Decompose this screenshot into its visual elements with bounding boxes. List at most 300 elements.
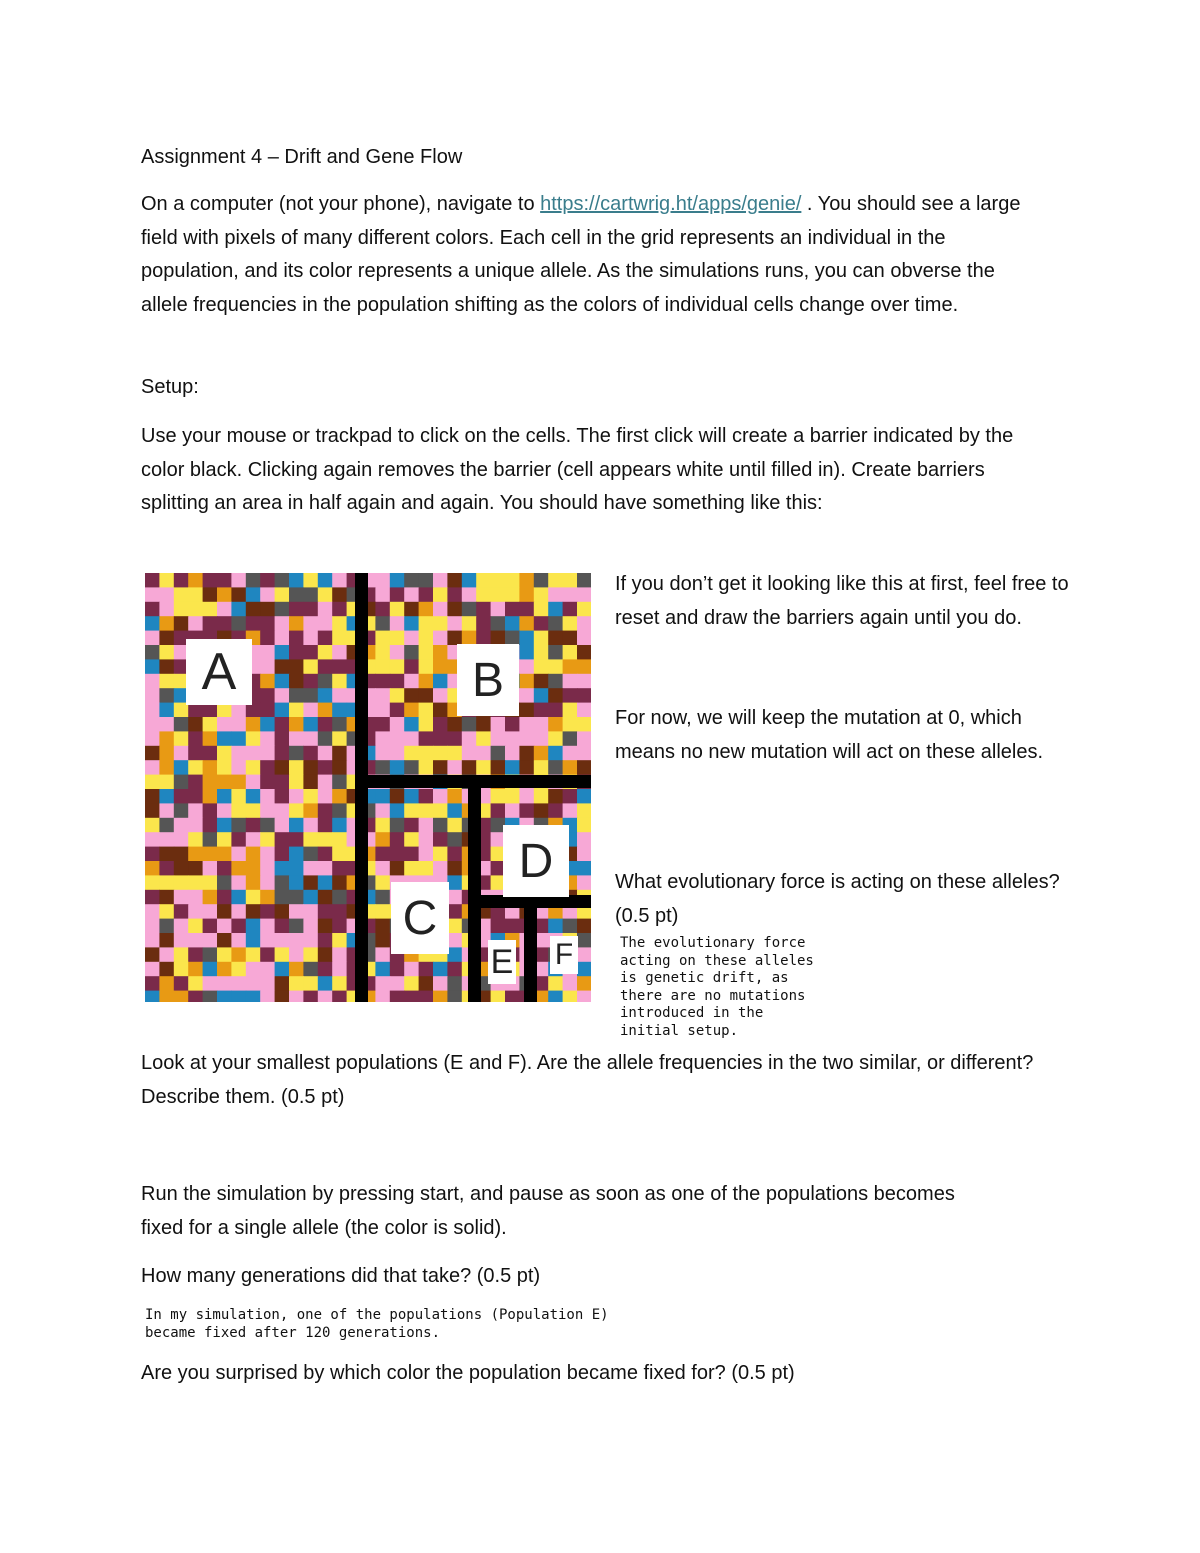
grid-cell	[404, 688, 419, 703]
grid-cell	[563, 976, 578, 991]
grid-cell	[260, 731, 275, 746]
grid-cell	[534, 616, 549, 631]
grid-cell	[217, 616, 232, 631]
grid-cell	[390, 645, 405, 660]
grid-cell	[289, 818, 304, 833]
grid-cell	[318, 688, 333, 703]
grid-cell	[577, 746, 591, 761]
grid-cell	[404, 659, 419, 674]
grid-cell	[332, 573, 347, 588]
grid-cell	[433, 674, 448, 689]
grid-cell	[275, 875, 290, 890]
grid-cell	[534, 659, 549, 674]
grid-cell	[275, 760, 290, 775]
grid-cell	[174, 847, 189, 862]
grid-cell	[260, 933, 275, 948]
grid-cell	[246, 746, 261, 761]
grid-cell	[145, 775, 160, 790]
answer-force: The evolutionary force acting on these alleles is genetic drift, as there are no mutations introduced in the initial setup.	[620, 935, 814, 1039]
grid-cell	[174, 602, 189, 617]
grid-cell	[303, 933, 318, 948]
grid-cell	[289, 803, 304, 818]
grid-cell	[246, 991, 261, 1002]
grid-cell	[390, 861, 405, 876]
grid-cell	[260, 962, 275, 977]
grid-cell	[577, 832, 591, 847]
grid-cell	[447, 717, 462, 732]
grid-cell	[145, 760, 160, 775]
barrier-line	[468, 788, 481, 1002]
grid-cell	[318, 717, 333, 732]
grid-cell	[318, 919, 333, 934]
grid-cell	[289, 645, 304, 660]
grid-cell	[375, 861, 390, 876]
grid-cell	[145, 688, 160, 703]
grid-cell	[534, 688, 549, 703]
grid-cell	[174, 731, 189, 746]
grid-cell	[534, 587, 549, 602]
intro-text-before: On a computer (not your phone), navigate to	[141, 193, 541, 215]
barrier-line	[367, 775, 591, 788]
grid-cell	[577, 991, 591, 1002]
grid-cell	[217, 717, 232, 732]
grid-cell	[203, 890, 218, 905]
grid-cell	[491, 919, 506, 934]
grid-cell	[548, 631, 563, 646]
grid-cell	[577, 976, 591, 991]
grid-cell	[332, 904, 347, 919]
grid-cell	[548, 587, 563, 602]
grid-cell	[246, 933, 261, 948]
grid-cell	[303, 875, 318, 890]
grid-cell	[231, 760, 246, 775]
grid-cell	[289, 602, 304, 617]
grid-cell	[145, 746, 160, 761]
grid-cell	[491, 717, 506, 732]
grid-cell	[159, 717, 174, 732]
grid-cell	[260, 602, 275, 617]
grid-cell	[188, 803, 203, 818]
grid-cell	[231, 717, 246, 732]
barrier-line	[355, 573, 368, 1002]
grid-cell	[260, 976, 275, 991]
grid-cell	[303, 674, 318, 689]
grid-cell	[275, 803, 290, 818]
grid-cell	[375, 645, 390, 660]
grid-cell	[519, 674, 534, 689]
grid-cell	[462, 746, 477, 761]
grid-cell	[375, 746, 390, 761]
grid-cell	[318, 645, 333, 660]
grid-cell	[563, 573, 578, 588]
grid-cell	[159, 847, 174, 862]
grid-cell	[519, 659, 534, 674]
grid-cell	[145, 847, 160, 862]
grid-cell	[375, 818, 390, 833]
grid-cell	[390, 717, 405, 732]
grid-cell	[548, 789, 563, 804]
grid-cell	[447, 746, 462, 761]
grid-cell	[289, 775, 304, 790]
grid-cell	[145, 962, 160, 977]
grid-cell	[231, 861, 246, 876]
grid-cell	[419, 645, 434, 660]
grid-cell	[433, 602, 448, 617]
grid-cell	[275, 832, 290, 847]
grid-cell	[332, 717, 347, 732]
grid-cell	[519, 731, 534, 746]
grid-cell	[505, 746, 520, 761]
grid-cell	[217, 861, 232, 876]
answer-generations: In my simulation, one of the populations (Population E) became fixed after 120 generations.	[145, 1307, 609, 1341]
grid-cell	[231, 904, 246, 919]
grid-cell	[159, 631, 174, 646]
grid-cell	[476, 717, 491, 732]
grid-cell	[303, 616, 318, 631]
grid-cell	[563, 789, 578, 804]
grid-cell	[145, 731, 160, 746]
grid-cell	[174, 976, 189, 991]
grid-cell	[433, 861, 448, 876]
grid-cell	[174, 861, 189, 876]
grid-cell	[390, 760, 405, 775]
grid-cell	[289, 991, 304, 1002]
grid-cell	[260, 760, 275, 775]
grid-cell	[203, 789, 218, 804]
grid-cell	[332, 861, 347, 876]
grid-cell	[217, 731, 232, 746]
grid-cell	[260, 616, 275, 631]
grid-cell	[260, 645, 275, 660]
grid-cell	[375, 976, 390, 991]
grid-cell	[217, 875, 232, 890]
grid-cell	[404, 674, 419, 689]
grid-cell	[231, 947, 246, 962]
grid-cell	[231, 875, 246, 890]
grid-cell	[476, 731, 491, 746]
intro-text-after: . You should see a large field with pixels of many different colors. Each cell in the grid represents an individual in the population, and its color represents a unique allele. As the simulations runs, you can obverse the allele frequencies in the population shifting as the colors of individual cells change over time.	[141, 193, 1021, 316]
grid-cell	[159, 947, 174, 962]
grid-cell	[246, 962, 261, 977]
grid-cell	[519, 645, 534, 660]
grid-cell	[447, 760, 462, 775]
grid-cell	[203, 775, 218, 790]
grid-cell	[433, 760, 448, 775]
grid-cell	[332, 731, 347, 746]
grid-cell	[375, 573, 390, 588]
grid-cell	[491, 731, 506, 746]
grid-cell	[275, 847, 290, 862]
grid-cell	[145, 631, 160, 646]
grid-cell	[275, 731, 290, 746]
grid-cell	[462, 573, 477, 588]
grid-cell	[203, 832, 218, 847]
grid-cell	[577, 947, 591, 962]
grid-cell	[519, 587, 534, 602]
grid-cell	[433, 847, 448, 862]
grid-cell	[375, 760, 390, 775]
grid-cell	[548, 674, 563, 689]
grid-cell	[217, 602, 232, 617]
grid-cell	[303, 703, 318, 718]
grid-cell	[188, 818, 203, 833]
grid-cell	[289, 933, 304, 948]
grid-cell	[447, 976, 462, 991]
grid-cell	[289, 861, 304, 876]
grid-cell	[203, 976, 218, 991]
grid-cell	[289, 976, 304, 991]
grid-cell	[246, 847, 261, 862]
grid-cell	[159, 616, 174, 631]
grid-cell	[231, 616, 246, 631]
grid-cell	[491, 803, 506, 818]
grid-cell	[491, 587, 506, 602]
grid-cell	[174, 717, 189, 732]
grid-cell	[404, 760, 419, 775]
label-d: D	[503, 825, 569, 897]
grid-cell	[419, 602, 434, 617]
grid-cell	[145, 616, 160, 631]
grid-cell	[188, 760, 203, 775]
grid-cell	[260, 717, 275, 732]
grid-cell	[303, 803, 318, 818]
grid-cell	[318, 832, 333, 847]
grid-cell	[505, 789, 520, 804]
grid-cell	[174, 919, 189, 934]
grid-cell	[174, 746, 189, 761]
grid-cell	[390, 659, 405, 674]
grid-cell	[563, 602, 578, 617]
grid-cell	[289, 890, 304, 905]
grid-cell	[548, 703, 563, 718]
grid-cell	[433, 688, 448, 703]
grid-cell	[246, 602, 261, 617]
grid-cell	[375, 688, 390, 703]
grid-cell	[404, 731, 419, 746]
grid-cell	[375, 602, 390, 617]
grid-cell	[260, 659, 275, 674]
grid-cell	[203, 962, 218, 977]
grid-cell	[563, 919, 578, 934]
question-color: Are you surprised by which color the population became fixed for? (0.5 pt)	[141, 1362, 795, 1384]
grid-cell	[203, 818, 218, 833]
grid-cell	[203, 760, 218, 775]
grid-cell	[188, 933, 203, 948]
grid-cell	[375, 962, 390, 977]
grid-cell	[246, 760, 261, 775]
grid-cell	[519, 760, 534, 775]
grid-cell	[577, 847, 591, 862]
grid-cell	[577, 587, 591, 602]
grid-cell	[577, 962, 591, 977]
grid-cell	[577, 875, 591, 890]
grid-cell	[375, 803, 390, 818]
grid-cell	[433, 573, 448, 588]
grid-cell	[289, 847, 304, 862]
grid-cell	[390, 832, 405, 847]
grid-cell	[203, 616, 218, 631]
grid-cell	[318, 659, 333, 674]
grid-cell	[404, 717, 419, 732]
grid-cell	[174, 789, 189, 804]
grid-cell	[390, 731, 405, 746]
grid-cell	[404, 861, 419, 876]
grid-cell	[203, 573, 218, 588]
grid-cell	[419, 789, 434, 804]
grid-cell	[159, 688, 174, 703]
grid-cell	[275, 573, 290, 588]
grid-cell	[563, 674, 578, 689]
grid-cell	[174, 818, 189, 833]
grid-cell	[275, 861, 290, 876]
grid-cell	[505, 991, 520, 1002]
grid-cell	[332, 688, 347, 703]
grid-cell	[203, 717, 218, 732]
genie-link[interactable]: https://cartwrig.ht/apps/genie/	[540, 193, 802, 215]
grid-cell	[246, 731, 261, 746]
grid-cell	[260, 847, 275, 862]
grid-cell	[332, 631, 347, 646]
grid-cell	[563, 645, 578, 660]
grid-cell	[231, 962, 246, 977]
grid-cell	[390, 688, 405, 703]
grid-cell	[433, 659, 448, 674]
grid-cell	[519, 573, 534, 588]
grid-cell	[217, 976, 232, 991]
grid-cell	[203, 746, 218, 761]
grid-cell	[318, 760, 333, 775]
grid-cell	[318, 573, 333, 588]
grid-cell	[275, 775, 290, 790]
example-grid-figure	[145, 573, 591, 1002]
grid-cell	[289, 688, 304, 703]
grid-cell	[548, 991, 563, 1002]
grid-cell	[289, 832, 304, 847]
grid-cell	[217, 775, 232, 790]
grid-cell	[231, 587, 246, 602]
grid-cell	[217, 991, 232, 1002]
grid-cell	[303, 746, 318, 761]
grid-cell	[303, 847, 318, 862]
label-b: B	[457, 644, 519, 716]
grid-cell	[188, 616, 203, 631]
grid-cell	[260, 818, 275, 833]
grid-cell	[390, 803, 405, 818]
grid-cell	[188, 832, 203, 847]
grid-cell	[577, 919, 591, 934]
grid-cell	[203, 919, 218, 934]
grid-cell	[246, 803, 261, 818]
grid-cell	[404, 645, 419, 660]
grid-cell	[318, 861, 333, 876]
grid-cell	[447, 919, 462, 934]
grid-cell	[289, 875, 304, 890]
grid-cell	[577, 602, 591, 617]
grid-cell	[534, 746, 549, 761]
grid-cell	[231, 991, 246, 1002]
grid-cell	[275, 976, 290, 991]
grid-cell	[404, 789, 419, 804]
grid-cell	[231, 746, 246, 761]
grid-cell	[203, 861, 218, 876]
grid-cell	[505, 803, 520, 818]
grid-cell	[174, 616, 189, 631]
grid-cell	[433, 631, 448, 646]
grid-cell	[159, 890, 174, 905]
grid-cell	[548, 976, 563, 991]
grid-cell	[447, 616, 462, 631]
grid-cell	[563, 659, 578, 674]
grid-cell	[563, 587, 578, 602]
grid-cell	[145, 674, 160, 689]
grid-cell	[419, 847, 434, 862]
grid-cell	[534, 789, 549, 804]
grid-cell	[217, 933, 232, 948]
grid-cell	[433, 976, 448, 991]
grid-cell	[188, 861, 203, 876]
grid-cell	[447, 731, 462, 746]
grid-cell	[447, 947, 462, 962]
grid-cell	[260, 631, 275, 646]
grid-cell	[303, 645, 318, 660]
grid-cell	[145, 573, 160, 588]
grid-cell	[275, 991, 290, 1002]
grid-cell	[289, 760, 304, 775]
grid-cell	[548, 659, 563, 674]
grid-cell	[289, 674, 304, 689]
grid-cell	[318, 947, 333, 962]
grid-cell	[447, 890, 462, 905]
grid-cell	[159, 933, 174, 948]
grid-cell	[275, 659, 290, 674]
grid-cell	[275, 674, 290, 689]
grid-cell	[159, 832, 174, 847]
grid-cell	[548, 760, 563, 775]
grid-cell	[577, 645, 591, 660]
grid-cell	[505, 602, 520, 617]
grid-cell	[404, 746, 419, 761]
grid-cell	[375, 991, 390, 1002]
grid-cell	[375, 731, 390, 746]
intro-paragraph	[141, 188, 1041, 322]
grid-cell	[491, 760, 506, 775]
grid-cell	[203, 875, 218, 890]
grid-cell	[419, 861, 434, 876]
grid-cell	[174, 875, 189, 890]
grid-cell	[159, 760, 174, 775]
grid-cell	[145, 904, 160, 919]
grid-cell	[548, 731, 563, 746]
grid-cell	[505, 616, 520, 631]
label-c: C	[391, 882, 449, 954]
grid-cell	[203, 947, 218, 962]
grid-cell	[145, 659, 160, 674]
grid-cell	[375, 904, 390, 919]
grid-cell	[159, 789, 174, 804]
grid-cell	[174, 947, 189, 962]
grid-cell	[318, 703, 333, 718]
grid-cell	[419, 616, 434, 631]
grid-cell	[433, 746, 448, 761]
grid-cell	[332, 976, 347, 991]
grid-cell	[563, 760, 578, 775]
grid-cell	[188, 904, 203, 919]
grid-cell	[275, 645, 290, 660]
grid-cell	[303, 919, 318, 934]
grid-cell	[231, 832, 246, 847]
grid-cell	[534, 674, 549, 689]
grid-cell	[375, 847, 390, 862]
